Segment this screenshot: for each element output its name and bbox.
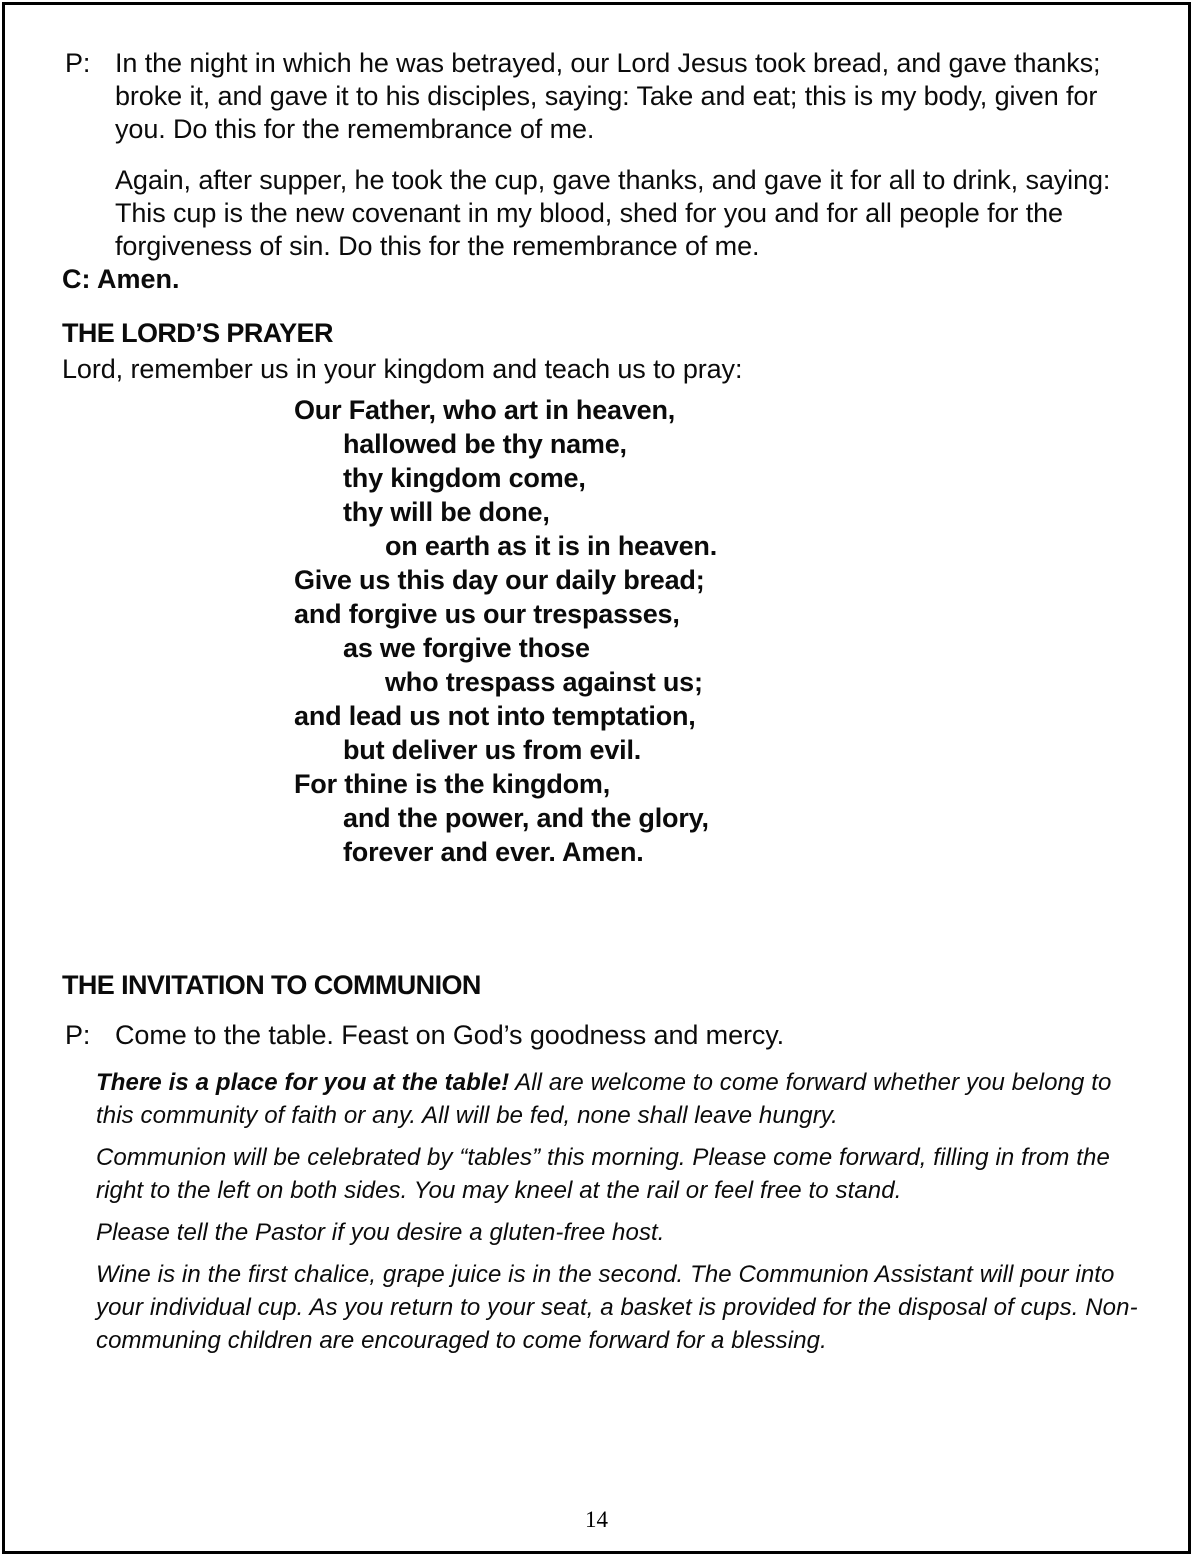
prayer-line: Give us this day our daily bread; [294,565,705,595]
prayer-line: but deliver us from evil. [343,735,642,765]
communion-note-welcome-lead: There is a place for you at the table! [96,1069,510,1096]
communion-note-welcome-text: All are welcome to come forward whether you belong to this community of faith or any. All will be fed, none shall leave hungry. [96,1069,1112,1129]
congregation-response-text: Amen. [97,264,180,294]
communion-note-gluten-free: Please tell the Pastor if you desire a gluten-free host. [96,1219,665,1246]
prayer-line: and the power, and the glory, [343,803,709,833]
congregation-speaker-label: C: [62,264,91,294]
institution-paragraph-2: Again, after supper, he took the cup, gave thanks, and gave it for all to drink, saying: This cup is the new covenant in my blood, shed for you and for all people for the forgiveness of sin. Do this for the remembrance of me. [115,165,1111,261]
invitation-call [62,1019,1150,1052]
prayer-line: Our Father, who art in heaven, [294,395,676,425]
invitation-call-text: Come to the table. Feast on God’s goodness and mercy. [115,1020,785,1050]
pastor-speaker-label: P: [65,48,91,78]
communion-note-wine: Wine is in the first chalice, grape juice is in the second. The Communion Assistant will pour into your individual cup. As you return to your seat, a basket is provided for the disposal of cups. Non-communing children are encouraged to come forward for a blessing. [96,1261,1138,1354]
words-of-institution-section [62,47,1154,296]
lords-prayer-section [62,317,1154,869]
pastor-speaker-label: P: [65,1020,91,1050]
prayer-line: and forgive us our trespasses, [294,599,680,629]
prayer-line: forever and ever. Amen. [343,837,644,867]
prayer-line: as we forgive those [343,633,590,663]
lords-prayer-text [294,393,1154,869]
bulletin-page [2,2,1191,1554]
communion-note-tables: Communion will be celebrated by “tables” this morning. Please come forward, filling in from the right to the left on both sides. You may kneel at the rail or feel free to stand. [96,1144,1110,1204]
lords-prayer-intro: Lord, remember us in your kingdom and teach us to pray: [62,354,743,384]
prayer-line: who trespass against us; [385,667,703,697]
prayer-line: thy kingdom come, [343,463,586,493]
institution-paragraph-1 [62,47,1150,146]
page-number: 14 [585,1507,608,1532]
congregation-response [62,263,1154,296]
prayer-line: For thine is the kingdom, [294,769,611,799]
institution-paragraph-1-text: In the night in which he was betrayed, our Lord Jesus took bread, and gave thanks; broke it, and gave it to his disciples, saying: Take and eat; this is my body, given for you. Do this for the remembrance of me. [115,48,1101,144]
prayer-line: thy will be done, [343,497,550,527]
prayer-line: hallowed be thy name, [343,429,627,459]
prayer-line: on earth as it is in heaven. [385,531,718,561]
invitation-heading: THE INVITATION TO COMMUNION [62,970,481,1000]
prayer-line: and lead us not into temptation, [294,701,696,731]
lords-prayer-heading: THE LORD’S PRAYER [62,318,333,348]
communion-note-welcome [96,1066,1144,1132]
invitation-to-communion-section [62,969,1154,1357]
